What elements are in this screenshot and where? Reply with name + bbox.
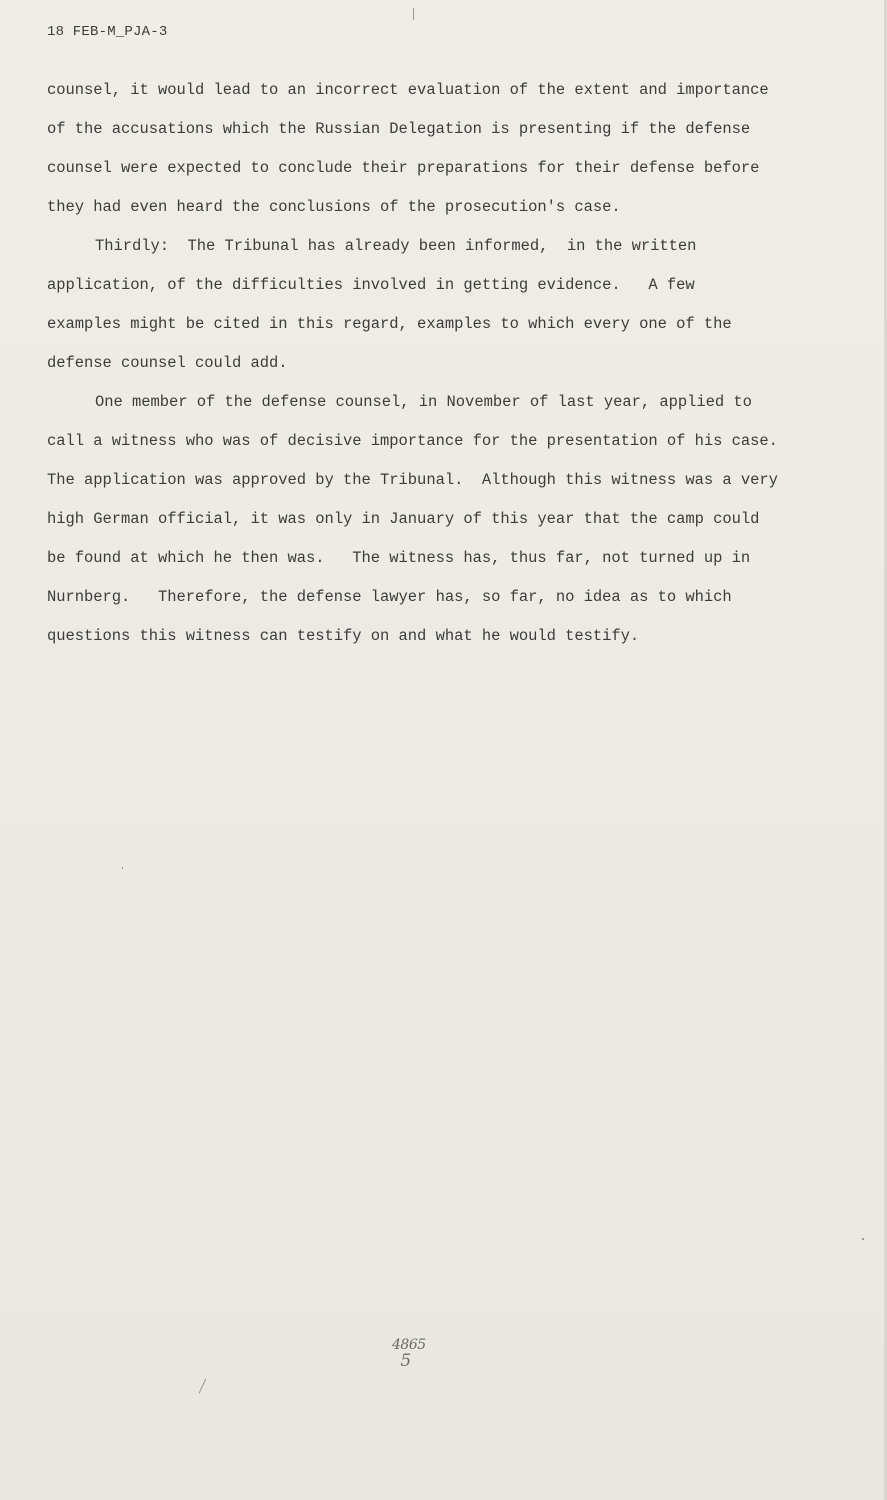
text-line: call a witness who was of decisive importance for the presentation of his case. <box>47 432 778 450</box>
text-line: be found at which he then was. The witness has, thus far, not turned up in <box>47 549 751 567</box>
text-line: Thirdly: The Tribunal has already been informed, in the written <box>95 237 697 255</box>
document-body <box>47 76 847 661</box>
text-line: they had even heard the conclusions of the prosecution's case. <box>47 198 621 216</box>
text-line: One member of the defense counsel, in November of last year, applied to <box>95 393 752 411</box>
text-line: Nurnberg. Therefore, the defense lawyer has, so far, no idea as to which <box>47 588 732 606</box>
page-number-bottom: 5 <box>400 1351 412 1371</box>
document-header: 18 FEB-M_PJA-3 <box>47 24 168 40</box>
text-line: defense counsel could add. <box>47 354 288 372</box>
text-line: high German official, it was only in January of this year that the camp could <box>47 510 760 528</box>
text-line: application, of the difficulties involved in getting evidence. A few <box>47 276 695 294</box>
text-line: counsel were expected to conclude their preparations for their defense before <box>47 159 760 177</box>
text-line: examples might be cited in this regard, examples to which every one of the <box>47 315 732 333</box>
text-line: counsel, it would lead to an incorrect evaluation of the extent and importance <box>47 81 769 99</box>
text-line: of the accusations which the Russian Delegation is presenting if the defense <box>47 120 751 138</box>
paper-mark <box>199 1379 207 1394</box>
text-line: questions this witness can testify on and what he would testify. <box>47 627 640 645</box>
text-line: The application was approved by the Tribunal. Although this witness was a very <box>47 471 778 489</box>
paper-mark <box>122 867 123 869</box>
paper-mark <box>413 8 414 20</box>
paper-mark <box>862 1238 864 1240</box>
page-number-top: 4865 <box>392 1337 426 1353</box>
handwritten-page-number <box>392 1336 426 1369</box>
